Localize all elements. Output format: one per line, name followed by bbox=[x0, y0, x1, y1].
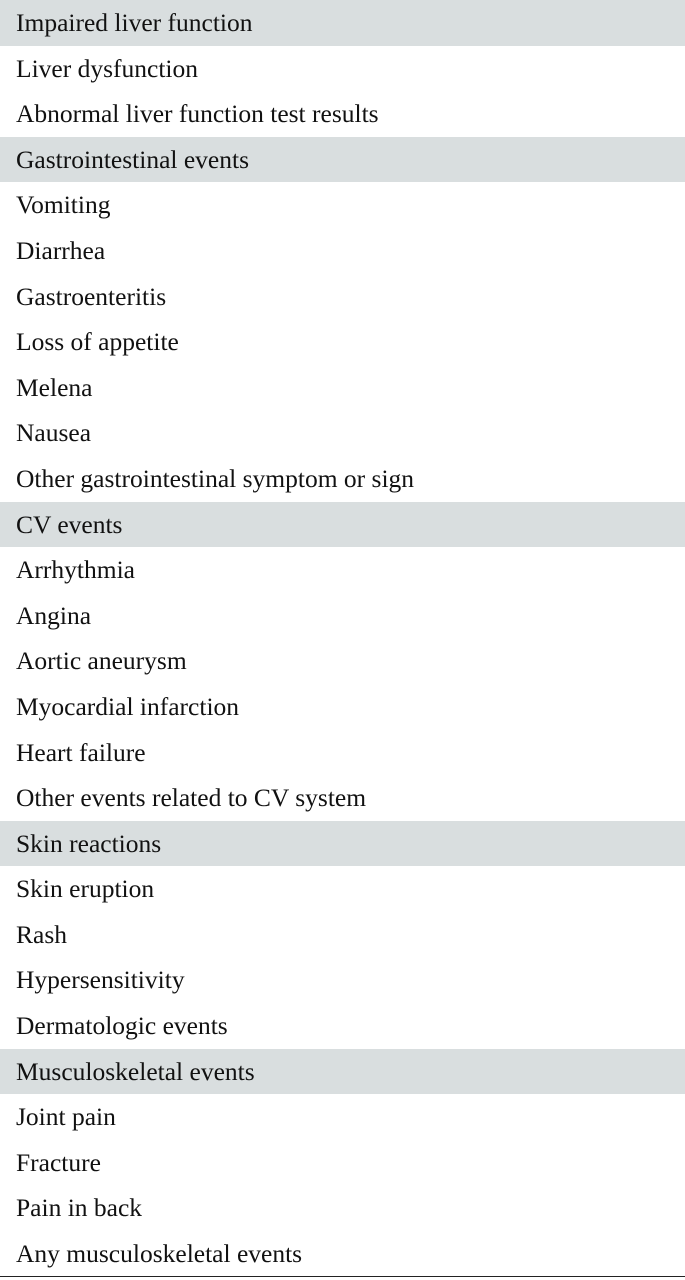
table-row: Fracture bbox=[16, 1147, 101, 1177]
table-row: Other gastrointestinal symptom or sign bbox=[16, 463, 415, 493]
table-row: Loss of appetite bbox=[16, 327, 179, 357]
table-row: Abnormal liver function test results bbox=[16, 99, 379, 129]
table-row: Gastroenteritis bbox=[16, 281, 167, 311]
table-row: Joint pain bbox=[16, 1102, 116, 1132]
table-row: Hypersensitivity bbox=[16, 965, 185, 995]
section-header-cv-events: CV events bbox=[0, 502, 685, 548]
table-row: Liver dysfunction bbox=[16, 53, 198, 83]
table-row: Any musculoskeletal events bbox=[16, 1239, 303, 1269]
table-row: Melena bbox=[16, 372, 93, 402]
table-row: Heart failure bbox=[16, 737, 146, 767]
table-row: Vomiting bbox=[16, 190, 111, 220]
table-row: Arrhythmia bbox=[16, 555, 135, 585]
section-header-gastrointestinal-events: Gastrointestinal events bbox=[0, 137, 685, 183]
table-row: Pain in back bbox=[16, 1193, 143, 1223]
table-row: Diarrhea bbox=[16, 235, 106, 265]
table-row: Rash bbox=[16, 919, 67, 949]
table-row: Aortic aneurysm bbox=[16, 646, 187, 676]
table-row: Nausea bbox=[16, 418, 92, 448]
table-row: Other events related to CV system bbox=[16, 783, 367, 813]
table-row: Skin eruption bbox=[16, 874, 155, 904]
table-row: Angina bbox=[16, 600, 92, 630]
section-header-musculoskeletal-events: Musculoskeletal events bbox=[0, 1049, 685, 1095]
section-header-skin-reactions: Skin reactions bbox=[0, 821, 685, 867]
section-header-impaired-liver-function: Impaired liver function bbox=[0, 0, 685, 46]
table-row: Dermatologic events bbox=[16, 1011, 228, 1041]
table-row: Myocardial infarction bbox=[16, 691, 240, 721]
